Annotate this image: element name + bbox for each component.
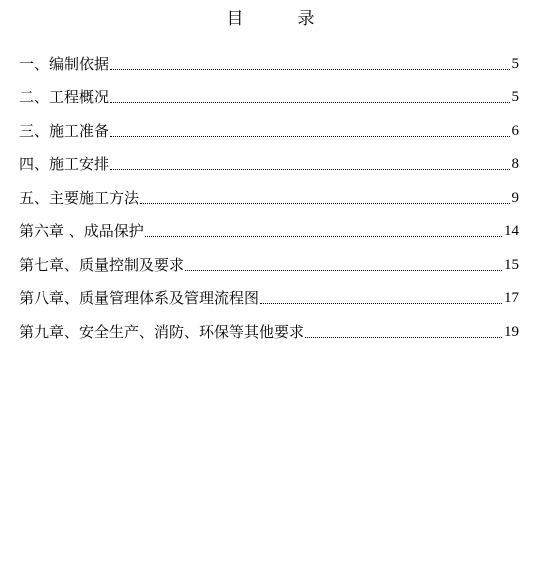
dot-leader (260, 302, 502, 304)
toc-entry-page: 5 (511, 55, 519, 72)
toc-entry-page: 14 (504, 223, 519, 239)
toc-title-right: 录 (297, 9, 315, 29)
dot-leader (305, 336, 502, 338)
dot-leader (145, 235, 502, 237)
toc-entry-text: 五、主要施工方法 (19, 188, 140, 207)
toc-entry-5[interactable] (19, 175, 519, 209)
dot-leader (140, 202, 509, 204)
toc-entry-page: 5 (511, 89, 519, 105)
toc-entry-page: 6 (511, 122, 519, 139)
toc-entry-text: 四、施工安排 (19, 155, 110, 173)
toc-entry-page: 17 (504, 290, 519, 306)
dot-leader (185, 269, 502, 271)
toc-entry-text: 一、编制依据 (19, 54, 110, 73)
toc-entry-2[interactable] (19, 75, 519, 109)
dot-leader (110, 135, 509, 137)
toc-entry-text: 第七章、质量控制及要求 (19, 255, 185, 274)
toc-list (19, 41, 519, 343)
toc-title (0, 4, 541, 29)
toc-entry-page: 8 (511, 156, 519, 172)
toc-entry-text: 第八章、质量管理体系及管理流程图 (19, 289, 260, 307)
toc-entry-text: 第九章、安全生产、消防、环保等其他要求 (19, 322, 305, 341)
toc-entry-3[interactable] (19, 108, 519, 142)
toc-entry-1[interactable] (19, 41, 519, 75)
toc-entry-text: 三、施工准备 (19, 121, 110, 140)
toc-entry-4[interactable] (19, 142, 519, 176)
dot-leader (110, 68, 509, 70)
dot-leader (110, 168, 509, 170)
toc-entry-8[interactable] (19, 276, 519, 310)
toc-entry-text: 第六章 、成品保护 (19, 222, 144, 240)
toc-entry-9[interactable] (19, 309, 519, 343)
toc-entry-page: 19 (504, 323, 519, 340)
toc-entry-6[interactable] (19, 209, 519, 243)
toc-entry-text: 二、工程概况 (19, 88, 110, 106)
dot-leader (110, 101, 509, 103)
toc-title-left: 目 (226, 9, 244, 29)
toc-entry-7[interactable] (19, 242, 519, 276)
toc-entry-page: 15 (504, 256, 519, 273)
toc-entry-page: 9 (511, 189, 519, 206)
